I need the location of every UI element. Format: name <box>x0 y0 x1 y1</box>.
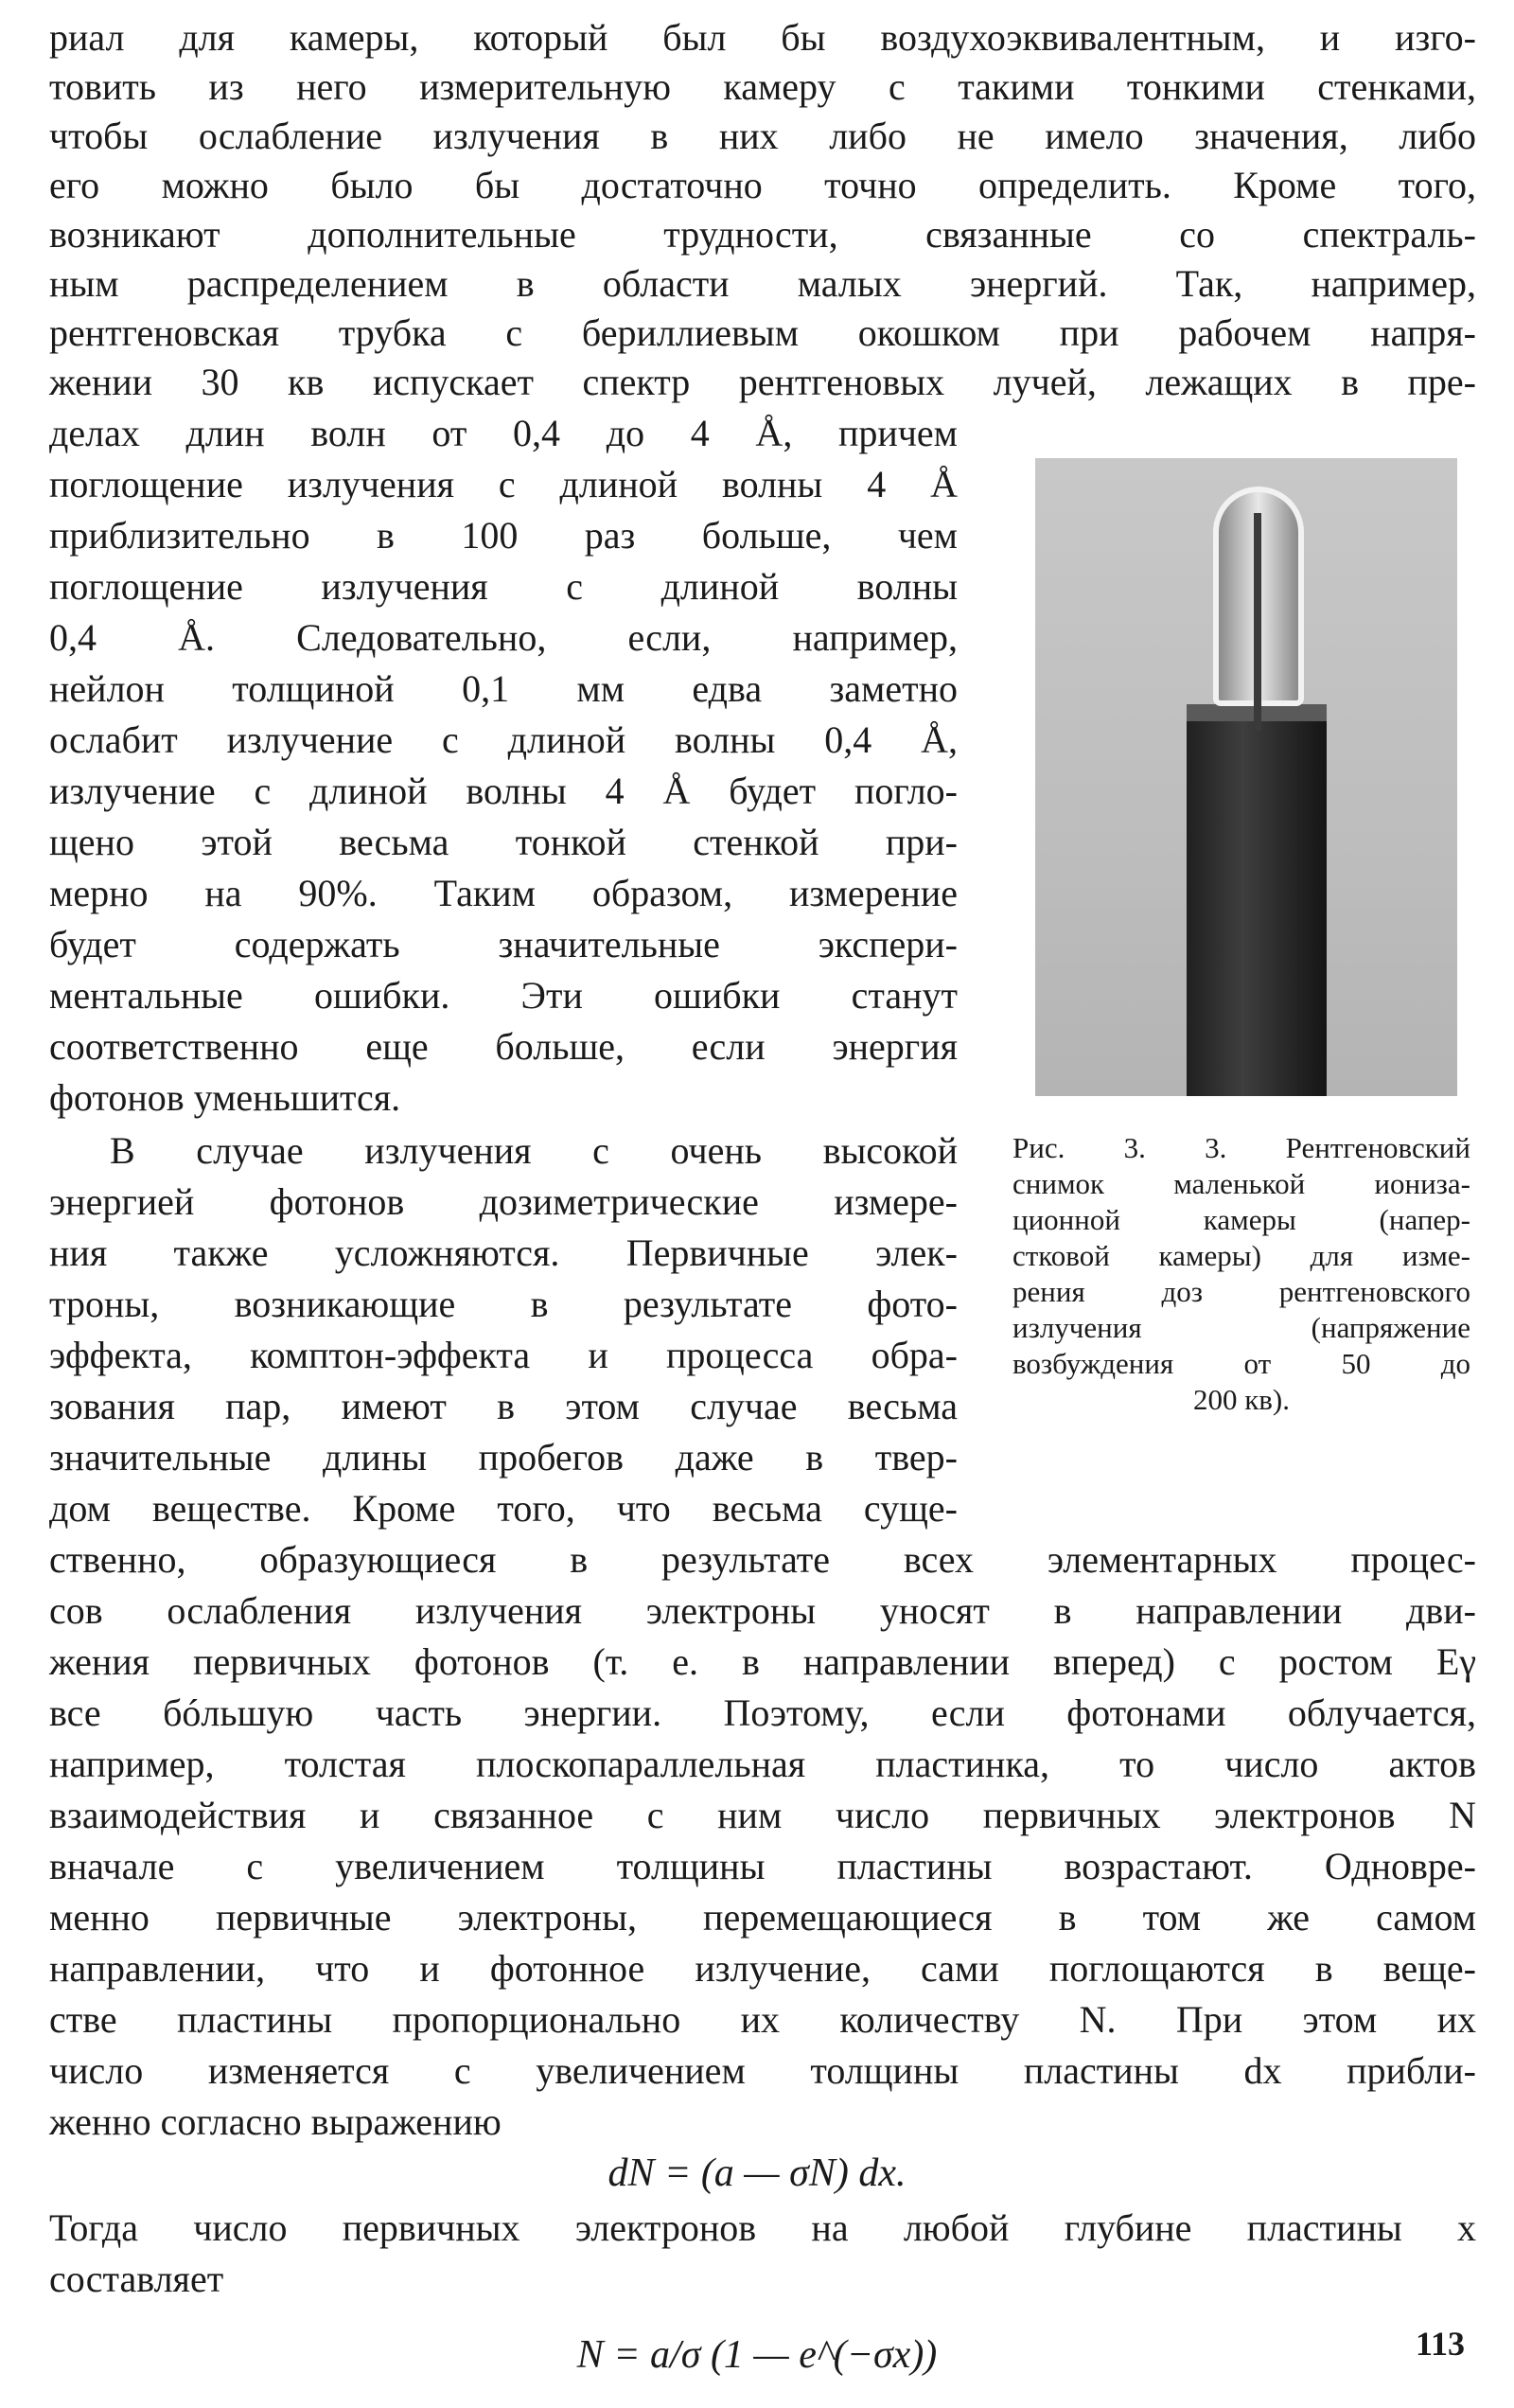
text-line: соответственно еще больше, если энергия <box>49 1025 958 1068</box>
text-line: нейлон толщиной 0,1 мм едва заметно <box>49 667 958 710</box>
text-line: зования пар, имеют в этом случае весьма <box>49 1385 958 1427</box>
text-line: возникают дополнительные трудности, связанные со спектраль- <box>49 213 1476 256</box>
text-line: женно согласно выражению <box>49 2100 502 2143</box>
caption-line: ционной камеры (напер- <box>1012 1203 1470 1236</box>
text-line: поглощение излучения с длиной волны 4 Å <box>49 463 958 505</box>
caption-line: излучения (напряжение <box>1012 1311 1470 1344</box>
text-line: мерно на 90%. Таким образом, измерение <box>49 872 958 914</box>
text-line: эффекта, комптон-эффекта и процесса обра- <box>49 1334 958 1376</box>
text-line: товить из него измерительную камеру с такими тонкими стенками, <box>49 65 1476 108</box>
figure-photo <box>1035 458 1457 1096</box>
text-line: ослабит излучение с длиной волны 0,4 Å, <box>49 718 958 761</box>
text-line: число изменяется с увеличением толщины пластины dx прибли- <box>49 2049 1476 2092</box>
text-line: направлении, что и фотонное излучение, сами поглощаются в веще- <box>49 1947 1476 1990</box>
caption-line: 200 кв). <box>1192 1383 1291 1416</box>
text-line: 0,4 Å. Следовательно, если, например, <box>49 616 958 659</box>
text-line: энергией фотонов дозиметрические измере- <box>49 1180 958 1223</box>
text-line: жении 30 кв испускает спектр рентгеновых лучей, лежащих в пре- <box>49 361 1476 403</box>
text-line: приблизительно в 100 раз больше, чем <box>49 514 958 557</box>
text-line: излучение с длиной волны 4 Å будет погло- <box>49 770 958 812</box>
text-line: жения первичных фотонов (т. е. в направлении вперед) с ростом Eγ <box>49 1640 1476 1683</box>
text-line: взаимодействия и связанное с ним число первичных электронов N <box>49 1794 1476 1836</box>
text-line: сов ослабления излучения электроны уносят в направлении дви- <box>49 1589 1476 1632</box>
page-number: 113 <box>1415 2325 1465 2363</box>
caption-line: снимок маленькой иониза- <box>1012 1167 1470 1200</box>
text-line: ственно, образующиеся в результате всех элементарных процес- <box>49 1538 1476 1581</box>
text-line: ным распределением в области малых энергий. Так, например, <box>49 262 1476 305</box>
text-line: дом веществе. Кроме того, что весьма суще- <box>49 1487 958 1530</box>
chamber-stem <box>1187 704 1327 1096</box>
caption-line: рения доз рентгеновского <box>1012 1275 1470 1308</box>
text-line: делах длин волн от 0,4 до 4 Å, причем <box>49 412 958 454</box>
text-line: менно первичные электроны, перемещающиеся в том же самом <box>49 1896 1476 1939</box>
text-line: стве пластины пропорционально их количеству N. При этом их <box>49 1998 1476 2041</box>
chamber-electrode <box>1254 513 1261 731</box>
text-line: составляет <box>49 2258 224 2300</box>
text-line: В случае излучения с очень высокой <box>110 1129 958 1172</box>
text-line: фотонов уменьшится. <box>49 1076 401 1119</box>
formula-n: N = a/σ (1 — e^(−σx)) <box>576 2333 938 2377</box>
text-line: поглощение излучения с длиной волны <box>49 565 958 608</box>
formula-dn: dN = (a — σN) dx. <box>607 2151 907 2195</box>
text-line: будет содержать значительные экспери- <box>49 923 958 965</box>
text-line: его можно было бы достаточно точно определить. Кроме того, <box>49 164 1476 206</box>
text-line: риал для камеры, который был бы воздухоэквивалентным, и изго- <box>49 16 1476 59</box>
caption-line: возбуждения от 50 до <box>1012 1347 1470 1380</box>
text-line: например, толстая плоскопараллельная пластинка, то число актов <box>49 1743 1476 1785</box>
text-line: ментальные ошибки. Эти ошибки станут <box>49 974 958 1017</box>
text-line: значительные длины пробегов даже в твер- <box>49 1436 958 1478</box>
caption-line: стковой камеры) для изме- <box>1012 1239 1470 1272</box>
text-line: вначале с увеличением толщины пластины возрастают. Одновре- <box>49 1845 1476 1887</box>
text-line: троны, возникающие в результате фото- <box>49 1283 958 1325</box>
text-line: рентгеновская трубка с бериллиевым окошком при рабочем напря- <box>49 311 1476 354</box>
text-line: Тогда число первичных электронов на любой глубине пластины x <box>49 2206 1476 2249</box>
text-line: щено этой весьма тонкой стенкой при- <box>49 821 958 863</box>
text-line: все бóльшую часть энергии. Поэтому, если фотонами облучается, <box>49 1691 1476 1734</box>
text-line: ния также усложняются. Первичные элек- <box>49 1231 958 1274</box>
figure-caption <box>1012 1130 1470 1418</box>
caption-line: Рис. 3. 3. Рентгеновский <box>1012 1131 1470 1164</box>
text-line: чтобы ослабление излучения в них либо не имело значения, либо <box>49 115 1476 157</box>
